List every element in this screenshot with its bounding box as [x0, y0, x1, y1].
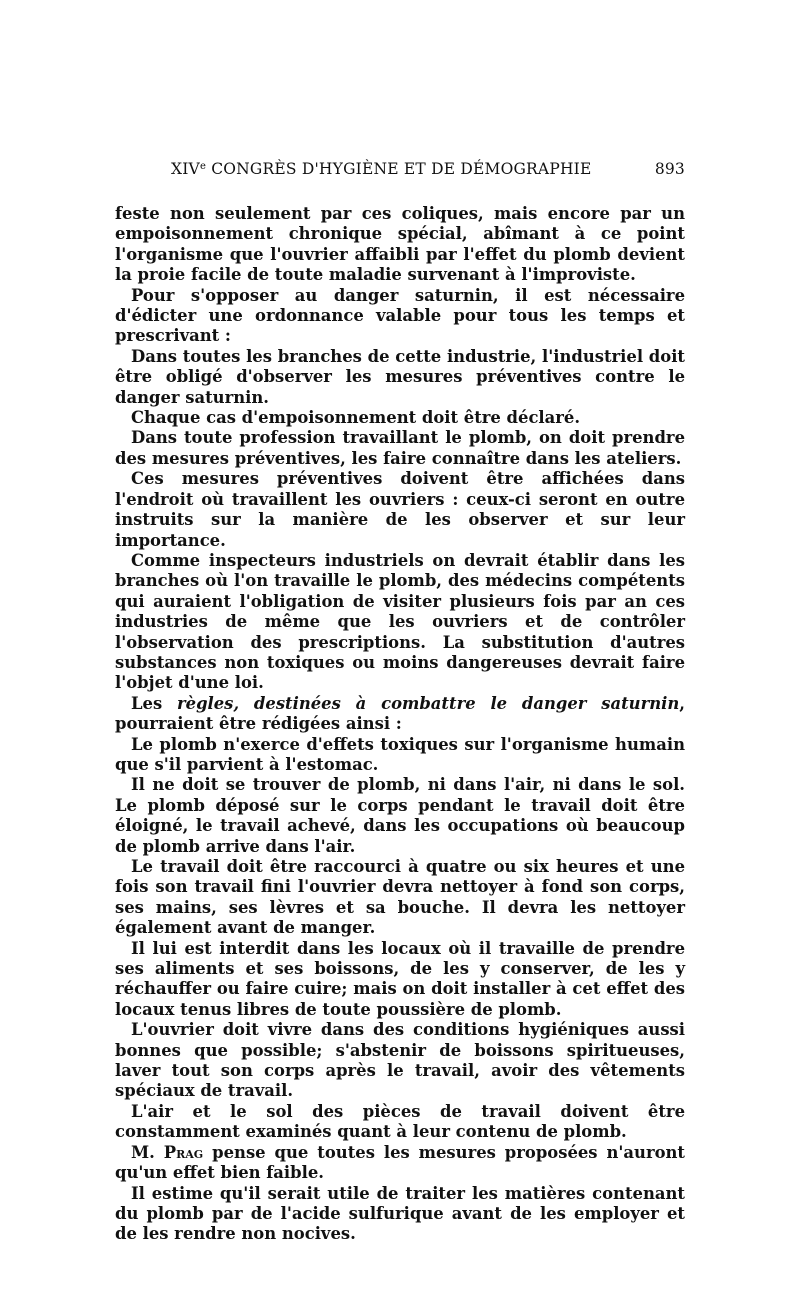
paragraph: L'air et le sol des pièces de travail doivent être constamment examinés quant à leur contenu de plomb.	[115, 1101, 685, 1142]
paragraph: Comme inspecteurs industriels on devrait établir dans les branches où l'on travaille le plomb, des médecins compétents qui auraient l'obligation de visiter plusieurs fois par an ces industries de même que les ouvriers et de contrôler l'observation des prescriptions. La substitution d'autres substances non toxiques ou moins dangereuses devrait faire l'objet d'une loi.	[115, 550, 685, 693]
paragraph: Le travail doit être raccourci à quatre ou six heures et une fois son travail fini l'ouvrier devra nettoyer à fond son corps, ses mains, ses lèvres et sa bouche. Il devra les nettoyer également avant de manger.	[115, 857, 685, 938]
title-prefix: XIV	[171, 160, 200, 178]
page-number: 893	[654, 160, 685, 178]
rules-intro-before: Les	[131, 693, 177, 713]
paragraph: Pour s'opposer au danger saturnin, il est nécessaire d'édicter une ordonnance valable pour tous les temps et prescrivant :	[115, 285, 685, 346]
speaker-name: Prag	[163, 1142, 204, 1162]
paragraph: Il estime qu'il serait utile de traiter les matières contenant du plomb par de l'acide sulfurique avant de les employer et de les rendre non nocives.	[115, 1183, 685, 1244]
body-text	[115, 204, 685, 1245]
prag-text: pense que toutes les mesures proposées n'auront qu'un effet bien faible.	[115, 1142, 685, 1183]
paragraph: L'ouvrier doit vivre dans des conditions hygiéniques aussi bonnes que possible; s'abstenir de boissons spiritueuses, laver tout son corps après le travail, avoir des vêtements spéciaux de travail.	[115, 1020, 685, 1101]
paragraph: Il lui est interdit dans les locaux où il travaille de prendre ses aliments et ses boissons, de les y conserver, de les y réchauffer ou faire cuire; mais on doit installer à cet effet des locaux tenus libres de toute poussière de plomb.	[115, 938, 685, 1019]
prag-paragraph	[115, 1143, 685, 1184]
title-rest: CONGRÈS D'HYGIÈNE ET DE DÉMOGRAPHIE	[206, 160, 592, 178]
paragraph: Il ne doit se trouver de plomb, ni dans l'air, ni dans le sol. Le plomb déposé sur le corps pendant le travail doit être éloigné, le travail achevé, dans les occupations où beaucoup de plomb arrive dans l'air.	[115, 775, 685, 856]
paragraph: Ces mesures préventives doivent être affichées dans l'endroit où travaillent les ouvriers : ceux-ci seront en outre instruits sur la manière de les observer et sur leur importance.	[115, 469, 685, 550]
paragraph: Le plomb n'exerce d'effets toxiques sur l'organisme humain que s'il parvient à l'estomac.	[115, 734, 685, 774]
paragraph: Dans toute profession travaillant le plomb, on doit prendre des mesures préventives, les faire connaître dans les ateliers.	[115, 428, 685, 468]
title-superscript: e	[199, 161, 207, 172]
rules-intro-paragraph	[115, 694, 685, 735]
page	[115, 160, 685, 1245]
paragraph: Dans toutes les branches de cette industrie, l'industriel doit être obligé d'observer les mesures préventives contre le danger saturnin.	[115, 346, 685, 407]
rules-intro-italic: règles, destinées à combattre le danger saturnin	[177, 693, 680, 713]
paragraph: Chaque cas d'empoisonnement doit être déclaré.	[131, 408, 581, 428]
running-header	[115, 160, 685, 184]
running-title	[171, 160, 592, 178]
rules-intro-after: , pourraient être rédigées ainsi :	[115, 693, 685, 734]
paragraph: feste non seulement par ces coliques, mais encore par un empoisonnement chronique spécial, abîmant à ce point l'organisme que l'ouvrier affaibli par l'effet du plomb devient la proie facile de toute maladie survenant à l'improviste.	[115, 204, 685, 285]
prag-initial: M.	[131, 1142, 164, 1162]
